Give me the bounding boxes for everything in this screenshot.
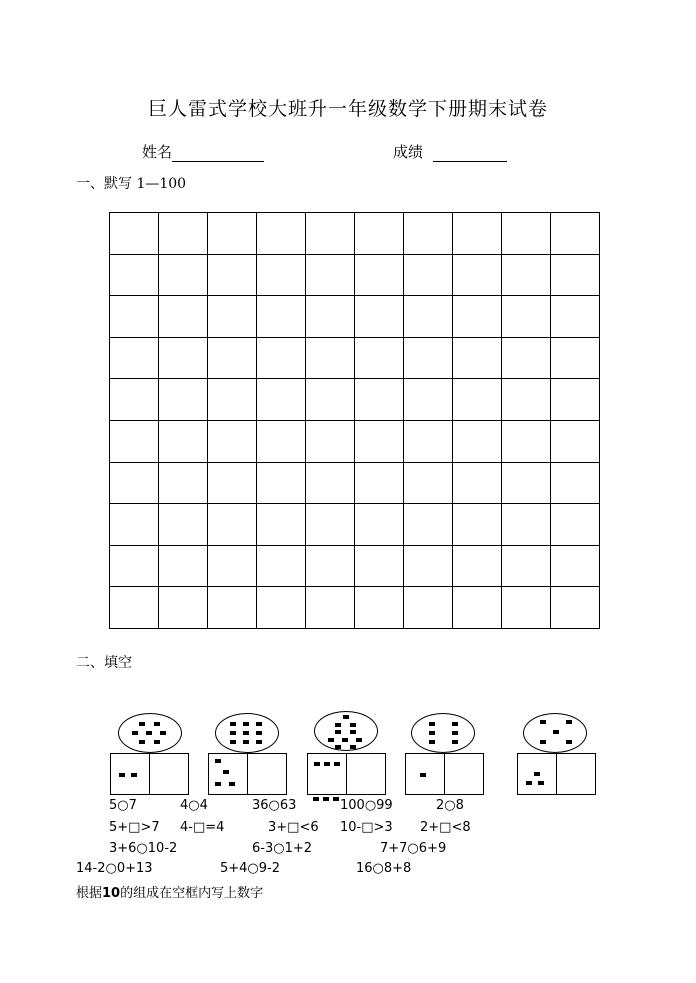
grid-cell[interactable] xyxy=(110,504,159,546)
split-box-1 xyxy=(110,753,189,795)
grid-cell[interactable] xyxy=(453,379,502,421)
fill-blank-item[interactable]: 4-□=4 xyxy=(180,820,225,835)
fill-blank-item[interactable]: 2+□<8 xyxy=(420,820,471,835)
instruction-number: 10 xyxy=(102,886,121,901)
compare-item[interactable]: 5○7 xyxy=(109,798,137,813)
grid-cell[interactable] xyxy=(208,462,257,504)
grid-cell[interactable] xyxy=(110,587,159,629)
grid-cell[interactable] xyxy=(502,254,551,296)
grid-cell[interactable] xyxy=(208,545,257,587)
grid-cell[interactable] xyxy=(208,504,257,546)
grid-cell[interactable] xyxy=(208,213,257,255)
dot-ellipse-1 xyxy=(118,713,182,753)
grid-cell[interactable] xyxy=(159,213,208,255)
grid-cell[interactable] xyxy=(257,504,306,546)
section-2-heading: 二、填空 xyxy=(76,655,132,671)
grid-cell[interactable] xyxy=(159,545,208,587)
grid-cell[interactable] xyxy=(404,337,453,379)
grid-cell[interactable] xyxy=(257,337,306,379)
grid-cell[interactable] xyxy=(404,504,453,546)
grid-row xyxy=(110,462,600,504)
grid-row xyxy=(110,420,600,462)
compare-item[interactable]: 4○4 xyxy=(180,798,208,813)
grid-cell[interactable] xyxy=(404,379,453,421)
grid-cell[interactable] xyxy=(110,545,159,587)
compare-item[interactable]: 14-2○0+13 xyxy=(76,861,153,876)
answer-cell-1[interactable] xyxy=(150,754,188,794)
grid-cell[interactable] xyxy=(404,545,453,587)
grid-cell[interactable] xyxy=(257,462,306,504)
split-box-2 xyxy=(208,753,287,795)
grid-cell[interactable] xyxy=(355,587,404,629)
compare-item[interactable]: 3+6○10-2 xyxy=(109,841,178,856)
grid-cell[interactable] xyxy=(306,545,355,587)
answer-cell-5[interactable] xyxy=(557,754,595,794)
grid-cell[interactable] xyxy=(355,420,404,462)
grid-cell[interactable] xyxy=(502,462,551,504)
grid-cell[interactable] xyxy=(159,379,208,421)
grid-cell[interactable] xyxy=(110,379,159,421)
compare-item[interactable]: 16○8+8 xyxy=(356,861,412,876)
answer-cell-3[interactable] xyxy=(347,754,385,794)
grid-cell[interactable] xyxy=(110,296,159,338)
grid-cell[interactable] xyxy=(551,337,600,379)
grid-cell[interactable] xyxy=(257,420,306,462)
grid-cell[interactable] xyxy=(453,587,502,629)
grid-cell[interactable] xyxy=(159,462,208,504)
grid-cell[interactable] xyxy=(453,337,502,379)
grid-cell[interactable] xyxy=(306,296,355,338)
compare-item[interactable]: 7+7○6+9 xyxy=(380,841,447,856)
grid-cell[interactable] xyxy=(257,545,306,587)
grid-cell[interactable] xyxy=(404,587,453,629)
grid-cell[interactable] xyxy=(110,254,159,296)
grid-row xyxy=(110,504,600,546)
dot-ellipse-5 xyxy=(523,713,587,753)
grid-cell[interactable] xyxy=(551,545,600,587)
grid-cell[interactable] xyxy=(110,462,159,504)
grid-cell[interactable] xyxy=(551,587,600,629)
grid-cell[interactable] xyxy=(453,504,502,546)
grid-cell[interactable] xyxy=(306,587,355,629)
answer-cell-2[interactable] xyxy=(248,754,286,794)
grid-cell[interactable] xyxy=(551,296,600,338)
grid-row xyxy=(110,379,600,421)
compare-item[interactable]: 2○8 xyxy=(436,798,464,813)
grid-cell[interactable] xyxy=(208,420,257,462)
grid-row xyxy=(110,337,600,379)
grid-cell[interactable] xyxy=(306,379,355,421)
grid-cell[interactable] xyxy=(159,337,208,379)
grid-cell[interactable] xyxy=(502,337,551,379)
grid-cell[interactable] xyxy=(453,462,502,504)
grid-cell[interactable] xyxy=(257,254,306,296)
grid-cell[interactable] xyxy=(355,213,404,255)
name-blank[interactable] xyxy=(172,145,264,162)
page-title: 巨人雷式学校大班升一年级数学下册期末试卷 xyxy=(147,98,548,120)
fill-blank-item[interactable]: 5+□>7 xyxy=(109,820,160,835)
split-box-4 xyxy=(405,753,484,795)
grid-cell[interactable] xyxy=(453,545,502,587)
grid-cell[interactable] xyxy=(208,337,257,379)
grid-cell[interactable] xyxy=(306,420,355,462)
split-box-5 xyxy=(517,753,596,795)
grid-cell[interactable] xyxy=(355,379,404,421)
name-label: 姓名 xyxy=(142,143,173,161)
grid-row xyxy=(110,254,600,296)
grid-cell[interactable] xyxy=(502,379,551,421)
grid-row xyxy=(110,587,600,629)
split-box-3 xyxy=(307,753,386,795)
grid-cell[interactable] xyxy=(453,296,502,338)
grid-cell[interactable] xyxy=(355,462,404,504)
grid-cell[interactable] xyxy=(502,545,551,587)
grid-cell[interactable] xyxy=(453,420,502,462)
grid-cell[interactable] xyxy=(306,337,355,379)
grid-cell[interactable] xyxy=(306,462,355,504)
grid-cell[interactable] xyxy=(502,420,551,462)
grid-cell[interactable] xyxy=(404,296,453,338)
fill-blank-item[interactable]: 3+□<6 xyxy=(268,820,319,835)
grid-cell[interactable] xyxy=(257,587,306,629)
grid-cell[interactable] xyxy=(257,379,306,421)
grid-cell[interactable] xyxy=(208,587,257,629)
grid-cell[interactable] xyxy=(110,420,159,462)
grid-cell[interactable] xyxy=(551,420,600,462)
grid-row xyxy=(110,213,600,255)
grid-cell[interactable] xyxy=(551,379,600,421)
grid-cell[interactable] xyxy=(551,462,600,504)
number-writing-grid xyxy=(109,212,600,629)
dot-ellipse-3 xyxy=(314,711,378,751)
grid-cell[interactable] xyxy=(355,545,404,587)
compare-item[interactable]: 36○63 xyxy=(252,798,297,813)
grid-row xyxy=(110,296,600,338)
grid-row xyxy=(110,545,600,587)
grid-cell[interactable] xyxy=(110,337,159,379)
grid-cell[interactable] xyxy=(208,379,257,421)
grid-cell[interactable] xyxy=(404,462,453,504)
compare-item[interactable]: 6-3○1+2 xyxy=(252,841,313,856)
grid-cell[interactable] xyxy=(110,213,159,255)
grid-cell[interactable] xyxy=(404,254,453,296)
grid-cell[interactable] xyxy=(159,504,208,546)
dot-ellipse-4 xyxy=(411,713,475,753)
score-field xyxy=(393,141,507,162)
grid-cell[interactable] xyxy=(159,587,208,629)
grid-cell[interactable] xyxy=(502,587,551,629)
grid-cell[interactable] xyxy=(502,504,551,546)
score-label: 成绩 xyxy=(393,143,424,161)
grid-cell[interactable] xyxy=(355,337,404,379)
grid-cell[interactable] xyxy=(551,213,600,255)
grid-cell[interactable] xyxy=(159,254,208,296)
grid-cell[interactable] xyxy=(355,504,404,546)
grid-cell[interactable] xyxy=(502,296,551,338)
grid-cell[interactable] xyxy=(551,504,600,546)
grid-cell[interactable] xyxy=(404,213,453,255)
grid-cell[interactable] xyxy=(159,420,208,462)
grid-cell[interactable] xyxy=(306,213,355,255)
grid-cell[interactable] xyxy=(257,213,306,255)
score-blank[interactable] xyxy=(433,145,507,162)
section-1-heading: 一、默写 1—100 xyxy=(76,176,187,192)
compare-item[interactable]: 5+4○9-2 xyxy=(220,861,281,876)
answer-cell-4[interactable] xyxy=(445,754,483,794)
grid-cell[interactable] xyxy=(551,254,600,296)
grid-cell[interactable] xyxy=(208,296,257,338)
compare-item[interactable]: 100○99 xyxy=(340,798,393,813)
grid-cell[interactable] xyxy=(502,213,551,255)
grid-cell[interactable] xyxy=(306,504,355,546)
grid-cell[interactable] xyxy=(208,254,257,296)
dot-ellipse-2 xyxy=(215,713,279,753)
grid-cell[interactable] xyxy=(404,420,453,462)
grid-cell[interactable] xyxy=(453,213,502,255)
grid-cell[interactable] xyxy=(306,254,355,296)
grid-cell[interactable] xyxy=(159,296,208,338)
grid-cell[interactable] xyxy=(355,254,404,296)
instruction-text: 根据10的组成在空框内写上数字 xyxy=(76,886,264,901)
name-field xyxy=(142,141,264,162)
fill-blank-item[interactable]: 10-□>3 xyxy=(340,820,393,835)
grid-cell[interactable] xyxy=(453,254,502,296)
grid-cell[interactable] xyxy=(257,296,306,338)
grid-cell[interactable] xyxy=(355,296,404,338)
